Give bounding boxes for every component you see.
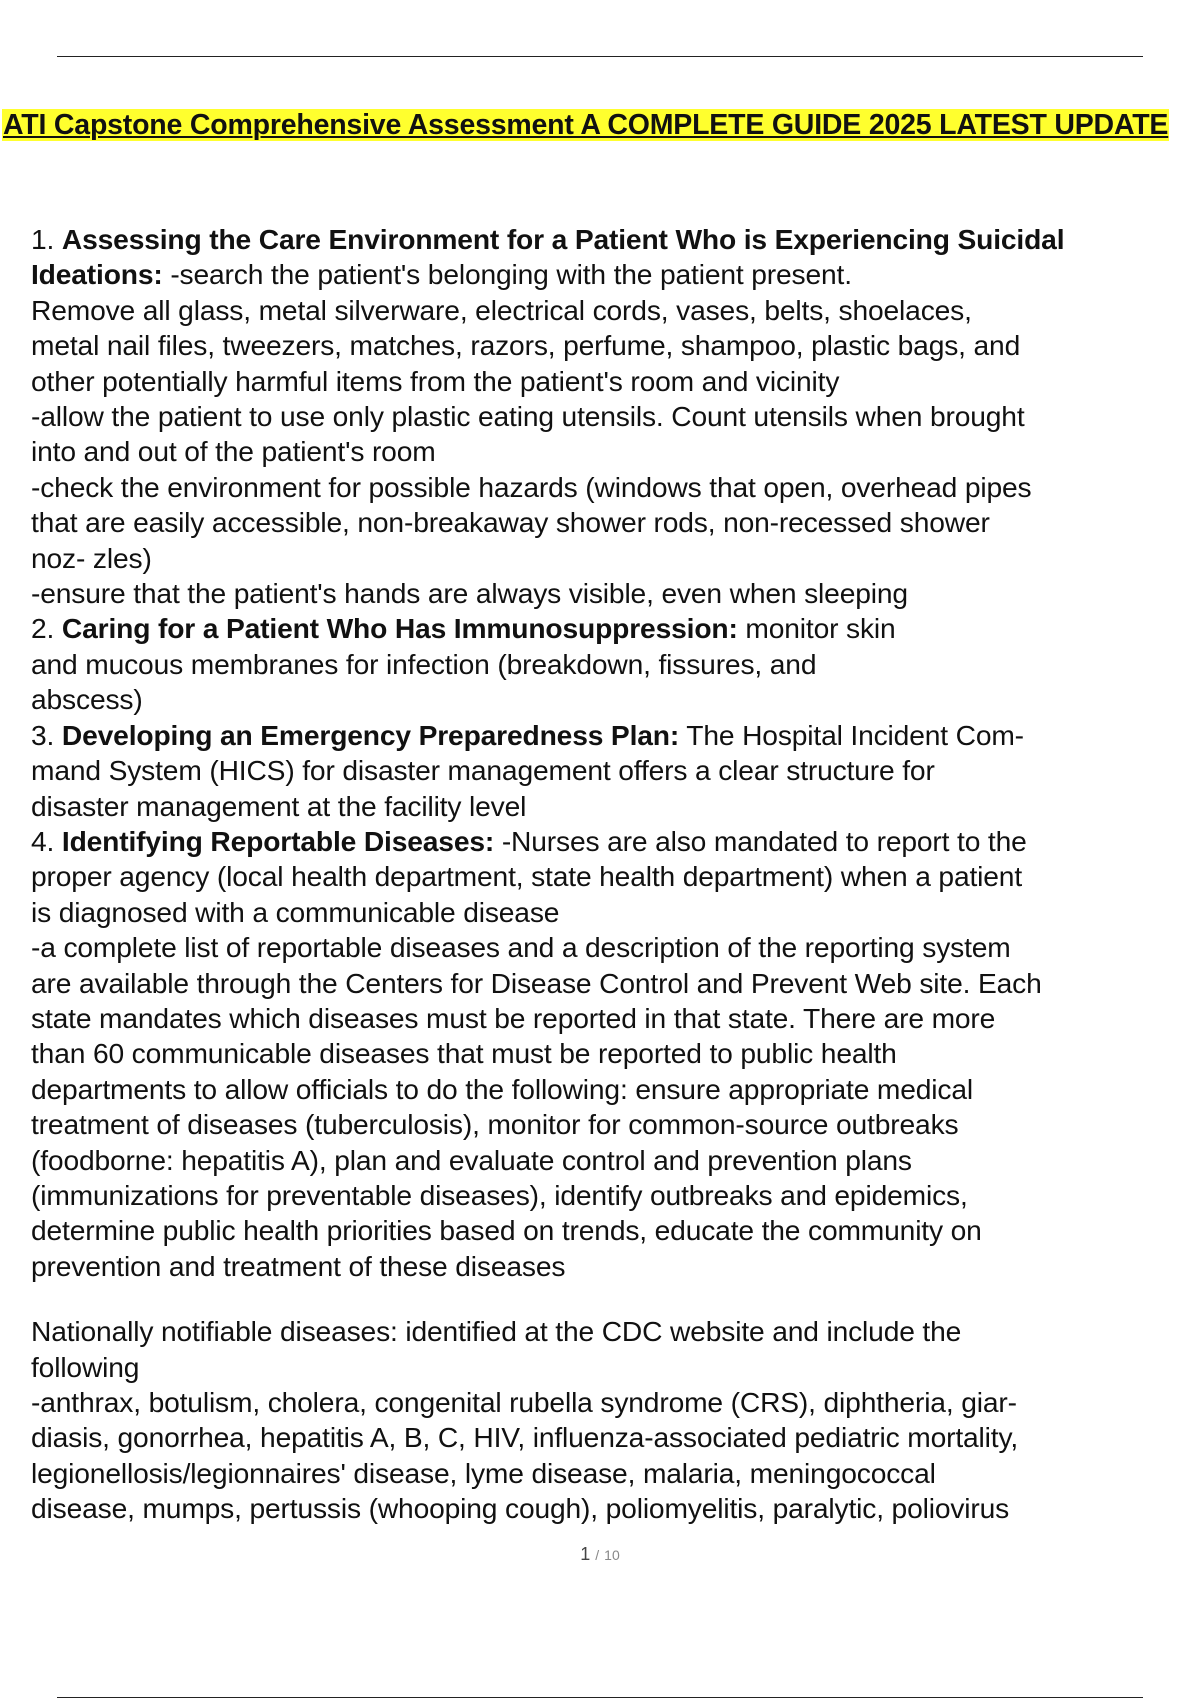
item-4-line-7: departments to allow officials to do the following: ensure appropriate medical bbox=[31, 1072, 973, 1105]
item-3-heading: Developing an Emergency Preparedness Plan: bbox=[61, 718, 680, 751]
paragraph-gap bbox=[31, 1284, 1196, 1314]
item-1-line-8: noz- zles) bbox=[31, 541, 152, 574]
item-4-line-10: (immunizations for preventable diseases), identify outbreaks and epidemics, bbox=[31, 1178, 968, 1211]
item-2-line-0 bbox=[31, 611, 1196, 646]
notifiable-line-0: Nationally notifiable diseases: identified at the CDC website and include the bbox=[31, 1315, 962, 1348]
document-title bbox=[2, 107, 1198, 144]
item-1-line-6: -check the environment for possible hazards (windows that open, overhead pipes bbox=[31, 470, 1032, 503]
item-4-line-2: is diagnosed with a communicable disease bbox=[31, 895, 560, 928]
notifiable-line-3: diasis, gonorrhea, hepatitis A, B, C, HIV, influenza-associated pediatric mortality, bbox=[31, 1421, 1018, 1454]
item-1-heading: Assessing the Care Environment for a Patient Who is Experiencing Suicidal Ideations: bbox=[31, 223, 1065, 291]
item-1-number: 1. bbox=[31, 223, 55, 255]
item-1-line-1: Remove all glass, metal silverware, electrical cords, vases, belts, shoelaces, bbox=[31, 293, 972, 326]
page-separator: / bbox=[595, 1547, 600, 1563]
item-2-number: 2. bbox=[31, 612, 55, 645]
notifiable-line-1: following bbox=[31, 1350, 140, 1383]
page-total: 10 bbox=[604, 1547, 620, 1563]
item-2-text: monitor skin bbox=[745, 612, 896, 645]
item-4-line-6: than 60 communicable diseases that must be reported to public health bbox=[31, 1037, 897, 1070]
document-body bbox=[31, 222, 1196, 1527]
item-4-line-0 bbox=[31, 824, 1196, 859]
item-4-line-9: (foodborne: hepatitis A), plan and evaluate control and prevention plans bbox=[31, 1143, 912, 1176]
item-3-number: 3. bbox=[31, 718, 55, 751]
item-1-line-9: -ensure that the patient's hands are always visible, even when sleeping bbox=[31, 577, 908, 610]
item-4-line-1: proper agency (local health department, state health department) when a patient bbox=[31, 860, 1022, 893]
item-1-line-3: other potentially harmful items from the patient's room and vicinity bbox=[31, 364, 840, 397]
header-rule bbox=[57, 56, 1143, 57]
notifiable-line-5: disease, mumps, pertussis (whooping cough), poliomyelitis, paralytic, poliovirus bbox=[31, 1492, 1010, 1525]
notifiable-line-2: -anthrax, botulism, cholera, congenital rubella syndrome (CRS), diphtheria, giar- bbox=[31, 1386, 1017, 1418]
item-3-line-2: disaster management at the facility level bbox=[31, 789, 527, 822]
item-2-line-1: and mucous membranes for infection (breakdown, fissures, and bbox=[31, 647, 817, 680]
item-1-line-4: -allow the patient to use only plastic eating utensils. Count utensils when brought bbox=[31, 400, 1025, 433]
item-4-number: 4. bbox=[31, 824, 55, 857]
item-4-line-3: -a complete list of reportable diseases and a description of the reporting system bbox=[31, 931, 1011, 964]
item-4-line-5: state mandates which diseases must be reported in that state. There are more bbox=[31, 1001, 996, 1034]
notifiable-line-4: legionellosis/legionnaires' disease, lyme disease, malaria, meningococcal bbox=[31, 1456, 936, 1489]
item-4-line-11: determine public health priorities based on trends, educate the community on bbox=[31, 1214, 982, 1247]
item-4-text: -Nurses are also mandated to report to the bbox=[501, 824, 1027, 857]
document-title-text: ATI Capstone Comprehensive Assessment A COMPLETE GUIDE 2025 LATEST UPDATE bbox=[3, 109, 1169, 141]
item-4-line-8: treatment of diseases (tuberculosis), monitor for common-source outbreaks bbox=[31, 1108, 959, 1141]
item-2-line-2: abscess) bbox=[31, 683, 143, 716]
item-4-line-4: are available through the Centers for Disease Control and Prevent Web site. Each bbox=[31, 966, 1042, 999]
item-3-text: The Hospital Incident Com- bbox=[686, 718, 1024, 751]
item-4-line-12: prevention and treatment of these diseases bbox=[31, 1249, 566, 1282]
item-4-heading: Identifying Reportable Diseases: bbox=[61, 824, 495, 857]
item-2-heading: Caring for a Patient Who Has Immunosuppression: bbox=[61, 612, 738, 645]
item-1-text: -search the patient's belonging with the patient present. bbox=[170, 258, 852, 291]
item-1-line-7: that are easily accessible, non-breakaway shower rods, non-recessed shower bbox=[31, 506, 990, 539]
item-1-line-0 bbox=[31, 222, 1196, 293]
page-current: 1 bbox=[580, 1544, 591, 1564]
item-3-line-0 bbox=[31, 718, 1196, 753]
page-indicator bbox=[0, 1544, 1200, 1565]
item-1-line-5: into and out of the patient's room bbox=[31, 435, 436, 468]
item-3-line-1: mand System (HICS) for disaster management offers a clear structure for bbox=[31, 754, 935, 787]
item-1-line-2: metal nail files, tweezers, matches, razors, perfume, shampoo, plastic bags, and bbox=[31, 329, 1021, 362]
footer-rule bbox=[57, 1697, 1143, 1698]
